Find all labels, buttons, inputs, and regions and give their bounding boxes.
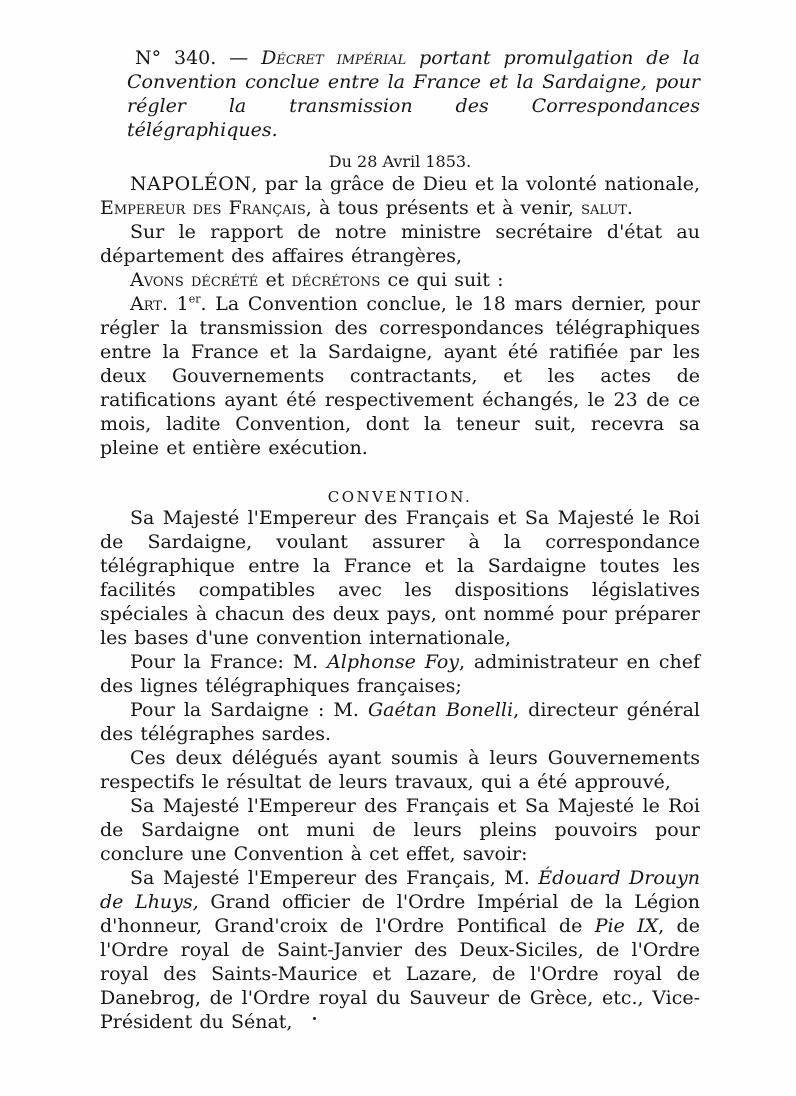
paragraph-avons-decrete — [100, 268, 700, 292]
article-number: 1 — [168, 293, 189, 315]
article-label-smallcaps: Art. — [130, 293, 168, 315]
paragraph-drouyn-de-lhuys — [100, 866, 700, 1034]
paragraph-pour-la-sardaigne — [100, 698, 700, 746]
article-dot: . — [200, 293, 216, 315]
decree-number: N° 340. — — [135, 47, 262, 69]
sardaigne-suffix-text: , directeur général des télégraphes sardes. — [100, 699, 700, 745]
france-delegate-name: Alphonse Foy — [327, 651, 460, 673]
napoleon-grace-text: , par la grâce de Dieu et la volonté nationale, — [251, 173, 700, 195]
paragraph-pleins-pouvoirs: Sa Majesté l'Empereur des Français et Sa Majesté le Roi de Sardaigne ont muni de leurs pleins pouvoirs pour conclure une Convention à cet effet, savoir: — [100, 795, 700, 865]
decree-type-smallcaps: Décret impérial — [261, 47, 407, 69]
france-prefix-text: Pour la France: M. — [130, 651, 328, 673]
drouyn-honors-text: Grand officier de l'Ordre Impérial de la Légion d'honneur, Grand'croix de l'Ordre Pontifical de — [100, 891, 700, 937]
drouyn-name: Édouard Drouyn de Lhuys, — [100, 867, 700, 913]
paragraph-rapport: Sur le rapport de notre ministre secrétaire d'état au département des affaires étrangères, — [100, 221, 700, 267]
paragraph-napoleon — [100, 172, 700, 220]
stray-ink-dot — [313, 1017, 316, 1020]
decree-title-rest: portant promulgation de la Convention conclue entre la France et la Sardaigne, pour régler la transmission des Correspondances télégraphiques. — [127, 47, 700, 141]
drouyn-honors-suffix-text: , de l'Ordre royal de Saint-Janvier des Deux-Siciles, de l'Ordre royal des Saints-Maurice et Lazare, de l'Ordre royal de Danebrog, de l'Ordre royal du Sauveur de Grèce, etc., Vice-Président du Sénat, — [100, 915, 700, 1033]
paragraph-convention-intro: Sa Majesté l'Empereur des Français et Sa Majesté le Roi de Sardaigne, voulant assurer à la correspondance télégraphique entre la France et la Sardaigne toutes les facilités compatibles avec les dispositions législatives spéciales à chacun des deux pays, ont nommé pour préparer les bases d'une convention internationale, — [100, 507, 700, 649]
et-text: et — [258, 269, 292, 291]
pie-ix-name: Pie IX — [594, 915, 659, 937]
paragraph-delegates-approved: Ces deux délégués ayant soumis à leurs Gouvernements respectifs le résultat de leurs travaux, qui a été approuvé, — [100, 747, 700, 793]
napoleon-name: NAPOLÉON — [130, 173, 252, 195]
empereur-smallcaps: Empereur des Français — [100, 197, 306, 219]
decree-date-line: Du 28 Avril 1853. — [328, 152, 472, 171]
drouyn-prefix-text: Sa Majesté l'Empereur des Français, M. — [130, 867, 539, 889]
venir-text: , à tous présents et à venir, — [305, 197, 582, 219]
paragraph-article-1 — [100, 292, 700, 460]
avons-decrete-smallcaps: Avons décrété — [130, 269, 259, 291]
article-1-text: La Convention conclue, le 18 mars dernier, pour régler la transmission des correspondances télégraphiques entre la France et la Sardaigne, ayant été ratifiée par les deux Gouvernements contractants, et les actes de ratifications ayant été respectivement échangés, le 23 de ce mois, ladite Convention, dont la teneur suit, recevra sa pleine et entière exécution. — [100, 293, 700, 459]
salut-smallcaps: salut. — [581, 197, 633, 219]
ce-qui-suit-text: ce qui suit : — [380, 269, 504, 291]
decree-title — [127, 46, 700, 142]
decretons-smallcaps: décrétons — [291, 269, 381, 291]
convention-heading: CONVENTION. — [327, 488, 473, 506]
article-ordinal: er — [188, 292, 201, 306]
sardaigne-prefix-text: Pour la Sardaigne : M. — [130, 699, 368, 721]
paragraph-pour-la-france — [100, 650, 700, 698]
france-suffix-text: , administrateur en chef des lignes télégraphiques françaises; — [100, 651, 700, 697]
sardaigne-delegate-name: Gaétan Bonelli — [367, 699, 514, 721]
text-column — [100, 46, 700, 1034]
